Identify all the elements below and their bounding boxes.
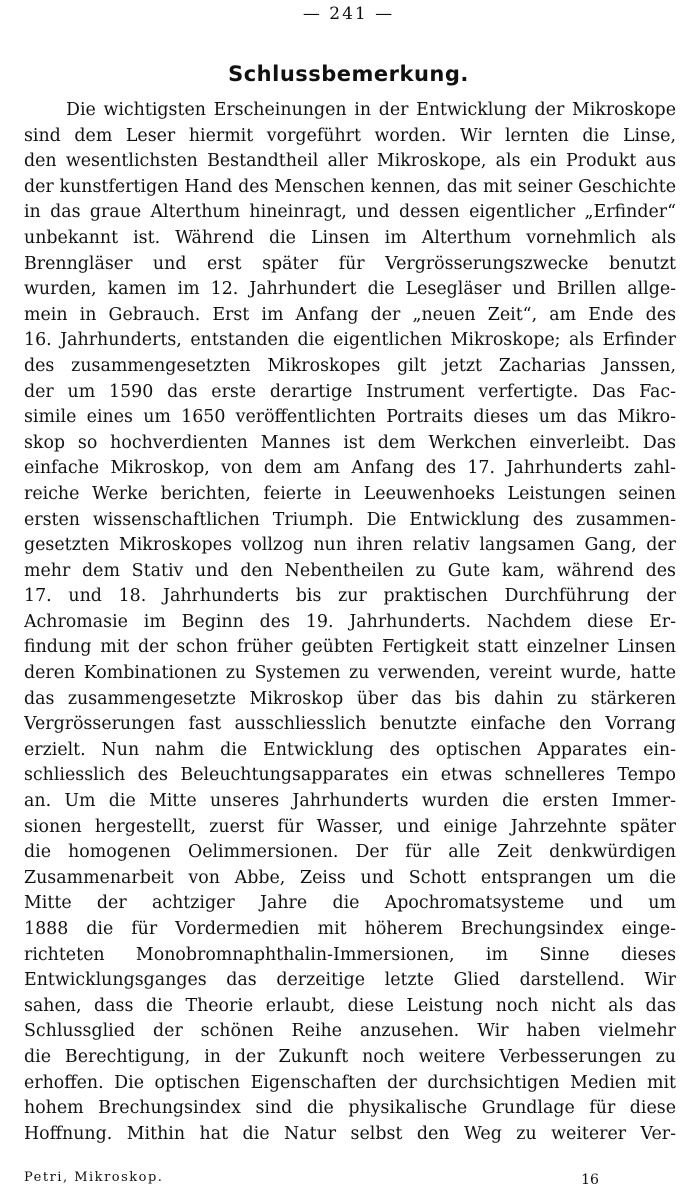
- text-line: die homogenen Oelimmersionen. Der für alle Zeit denkwürdigen: [24, 842, 676, 863]
- text-line: Entwicklungsganges das derzeitige letzte Glied darstellend. Wir: [24, 970, 676, 991]
- text-line: gesetzten Mikroskopes vollzog nun ihren relativ langsamen Gang, der: [24, 535, 676, 556]
- signature-mark: 16: [581, 1172, 599, 1188]
- text-line: die Berechtigung, in der Zukunft noch weitere Verbesserungen zu: [24, 1046, 676, 1067]
- text-line: Achromasie im Beginn des 19. Jahrhunderts. Nachdem diese Er-: [24, 611, 676, 632]
- text-line: das zusammengesetzte Mikroskop über das bis dahin zu stärkeren: [24, 688, 676, 709]
- text-line: 16. Jahrhunderts, entstanden die eigentlichen Mikroskope; als Erfinder: [24, 330, 676, 351]
- text-line: schliesslich des Beleuchtungsapparates ein etwas schnelleres Tempo: [24, 765, 676, 786]
- text-line: richteten Monobromnaphthalin-Immersionen, im Sinne dieses: [24, 944, 676, 965]
- text-line: Die wichtigsten Erscheinungen in der Entwicklung der Mikroskope: [66, 100, 676, 120]
- text-line: Hoffnung. Mithin hat die Natur selbst den Weg zu weiterer Ver-: [24, 1123, 676, 1144]
- text-line: Zusammenarbeit von Abbe, Zeiss und Schott entsprangen um die: [24, 867, 676, 888]
- text-line: sionen hergestellt, zuerst für Wasser, und einige Jahrzehnte später: [24, 816, 676, 837]
- text-line: des zusammengesetzten Mikroskopes gilt jetzt Zacharias Janssen,: [24, 355, 676, 376]
- text-line: ersten wissenschaftlichen Triumph. Die Entwicklung des zusammen-: [24, 509, 676, 530]
- text-line: Schlussglied der schönen Reihe anzusehen. Wir haben vielmehr: [24, 1021, 676, 1042]
- text-line: erzielt. Nun nahm die Entwicklung des optischen Apparates ein-: [24, 739, 676, 760]
- text-line: 17. und 18. Jahrhunderts bis zur praktischen Durchführung der: [24, 586, 676, 607]
- text-line: reiche Werke berichten, feierte in Leeuwenhoeks Leistungen seinen: [24, 483, 676, 504]
- text-line: skop so hochverdienten Mannes ist dem Werkchen einverleibt. Das: [24, 432, 676, 453]
- footer-author-title: Petri, Mikroskop.: [24, 1170, 164, 1185]
- text-line: einfache Mikroskop, von dem am Anfang des 17. Jahrhunderts zahl-: [24, 458, 676, 479]
- text-line: der um 1590 das erste derartige Instrument verfertigte. Das Fac-: [24, 381, 676, 402]
- section-heading: Schlussbemerkung.: [228, 62, 469, 86]
- text-line: mein in Gebrauch. Erst im Anfang der „neuen Zeit“, am Ende des: [24, 304, 676, 325]
- text-line: den wesentlichsten Bestandtheil aller Mikroskope, als ein Produkt aus: [24, 151, 676, 172]
- text-line: in das graue Alterthum hineinragt, und dessen eigentlicher „Erfinder“: [24, 202, 676, 223]
- text-line: mehr dem Stativ und den Nebentheilen zu Gute kam, während des: [24, 560, 676, 581]
- text-line: der kunstfertigen Hand des Menschen kennen, das mit seiner Geschichte: [24, 176, 676, 197]
- text-line: hohem Brechungsindex sind die physikalische Grundlage für diese: [24, 1098, 676, 1119]
- text-line: unbekannt ist. Während die Linsen im Alterthum vornehmlich als: [24, 227, 676, 248]
- text-line: erhoffen. Die optischen Eigenschaften der durchsichtigen Medien mit: [24, 1072, 676, 1093]
- text-line: sahen, dass die Theorie erlaubt, diese Leistung noch nicht als das: [24, 995, 676, 1016]
- text-line: findung mit der schon früher geübten Fertigkeit statt einzelner Linsen: [24, 637, 676, 658]
- text-line: 1888 die für Vordermedien mit höherem Brechungsindex einge-: [24, 919, 676, 939]
- text-line: sind dem Leser hiermit vorgeführt worden. Wir lernten die Linse,: [24, 125, 676, 146]
- text-line: Mitte der achtziger Jahre die Apochromatsysteme und um: [24, 893, 676, 914]
- text-line: deren Kombinationen zu Systemen zu verwenden, vereint wurde, hatte: [24, 663, 676, 684]
- text-line: wurden, kamen im 12. Jahrhundert die Lesegläser und Brillen allge-: [24, 279, 676, 300]
- page-number: — 241 —: [302, 4, 395, 24]
- text-line: Vergrösserungen fast ausschliesslich benutzte einfache den Vorrang: [24, 714, 676, 735]
- text-line: an. Um die Mitte unseres Jahrhunderts wurden die ersten Immer-: [24, 791, 676, 812]
- text-line: simile eines um 1650 veröffentlichten Portraits dieses um das Mikro-: [24, 407, 676, 428]
- body-paragraph: [24, 98, 676, 1147]
- text-line: Brenngläser und erst später für Vergrösserungszwecke benutzt: [24, 253, 676, 274]
